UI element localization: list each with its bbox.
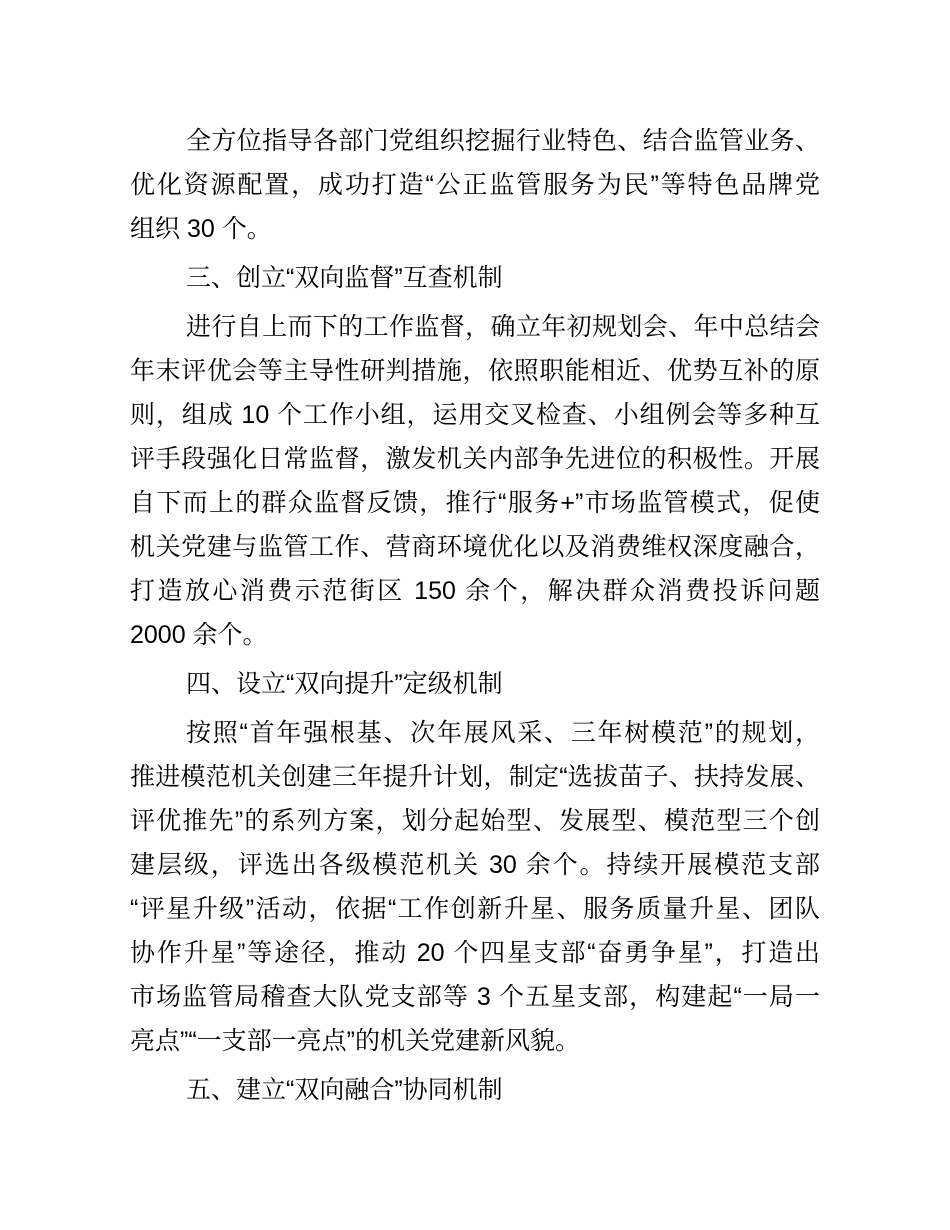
heading-line: 三、创立“双向监督”互查机制	[186, 264, 503, 292]
text-line: 机关党建与监管工作、营商环境优化以及消费维权深度融合，	[130, 533, 820, 561]
heading	[130, 256, 820, 300]
paragraph	[130, 711, 820, 1063]
paragraph	[130, 119, 820, 251]
paragraph	[130, 305, 820, 657]
heading-line: 五、建立“双向融合”协同机制	[186, 1076, 503, 1104]
text-line: 自下而上的群众监督反馈，推行“服务+”市场监管模式，促使	[130, 489, 820, 517]
text-line: 组织 30 个。	[130, 215, 272, 243]
heading	[130, 1068, 820, 1112]
text-line: 协作升星”等途径，推动 20 个四星支部“奋勇争星”，打造出	[130, 939, 820, 967]
text-line: 优化资源配置，成功打造“公正监管服务为民”等特色品牌党	[130, 171, 820, 199]
text-line: 亮点”“一支部一亮点”的机关党建新风貌。	[130, 1027, 580, 1055]
text-line: 进行自上而下的工作监督，确立年初规划会、年中总结会	[186, 313, 820, 341]
text-line: 按照“首年强根基、次年展风采、三年树模范”的规划，	[186, 719, 820, 747]
text-line: 则，组成 10 个工作小组，运用交叉检查、小组例会等多种互	[130, 401, 820, 429]
heading-line: 四、设立“双向提升”定级机制	[186, 670, 503, 698]
text-line: 2000 余个。	[130, 621, 268, 649]
document-content	[130, 119, 820, 1112]
heading	[130, 662, 820, 706]
text-line: 全方位指导各部门党组织挖掘行业特色、结合监管业务、	[186, 127, 820, 155]
text-line: 评手段强化日常监督，激发机关内部争先进位的积极性。开展	[130, 445, 820, 473]
text-line: 市场监管局稽查大队党支部等 3 个五星支部，构建起“一局一	[130, 983, 820, 1011]
text-line: 评优推先”的系列方案，划分起始型、发展型、模范型三个创	[130, 807, 820, 835]
text-line: 建层级，评选出各级模范机关 30 余个。持续开展模范支部	[130, 851, 820, 879]
text-line: “评星升级”活动，依据“工作创新升星、服务质量升星、团队	[130, 895, 820, 923]
text-line: 推进模范机关创建三年提升计划，制定“选拔苗子、扶持发展、	[130, 763, 820, 791]
text-line: 年末评优会等主导性研判措施，依照职能相近、优势互补的原	[130, 357, 820, 385]
text-line: 打造放心消费示范街区 150 余个，解决群众消费投诉问题	[130, 577, 820, 605]
